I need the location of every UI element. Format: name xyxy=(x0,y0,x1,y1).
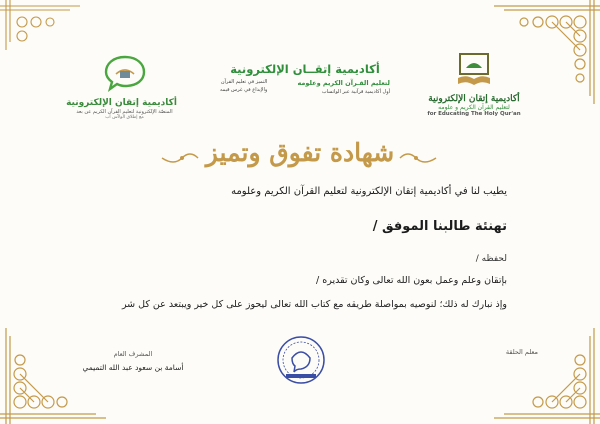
certificate-title xyxy=(0,138,600,167)
corner-ornament-bottom-right-icon xyxy=(480,324,600,424)
corner-ornament-bottom-left-icon xyxy=(0,324,120,424)
certificate-body xyxy=(67,186,507,310)
supervisor-name: أسامة بن سعود عبد الله التميمي xyxy=(82,363,184,372)
memorization-line: لحفظه / xyxy=(475,254,507,264)
right-logo-tagline: لتعليم القرآن الكريم و علومه xyxy=(438,104,510,111)
right-logo-english: for Educating The Holy Qur'an xyxy=(427,111,521,117)
closing-line: وإذ نبارك له ذلك؛ لنوصيه بمواصلة طريقه مع كتاب الله تعالى ليحوز على كل خير ويبتعد عن كل شر xyxy=(121,299,507,310)
header-subtitle: لتعليم القـرآن الكريم وعلومه xyxy=(297,79,390,87)
open-quran-book-logo-icon xyxy=(454,52,494,90)
header-motto-1: التميز في تعليم القرآن xyxy=(220,79,268,85)
student-line: تهنئة طالبنا الموفق / xyxy=(372,219,507,234)
header-column-right xyxy=(297,79,390,95)
header-whatsapp-line: أول أكاديمية قرآنية عبر الواتساب xyxy=(321,89,390,95)
left-logo-tagline: المنصّة الإلكترونية لتعليم القرآن الكريم عن بعد xyxy=(76,109,173,115)
supervisor-role: المشرف العام xyxy=(113,350,153,358)
left-logo-sub: مع إطلاق الولاّس أب xyxy=(105,115,144,120)
header-motto-2: والإبداع في غرس قيمه xyxy=(220,87,268,93)
left-logo-name: أكاديمية إتقان الإلكترونية xyxy=(66,98,177,108)
academy-name: أكاديمية إتقــان الإلكترونية xyxy=(230,62,380,76)
certificate-title-text: شهادة تفوق وتميز xyxy=(205,138,395,167)
body-intro: يطيب لنا في أكاديمية إتقان الإلكترونية لتعليم القرآن الكريم وعلومه xyxy=(231,186,507,197)
title-ornament-left-icon xyxy=(160,148,200,168)
certificate-header xyxy=(0,48,600,138)
itqan-logo-right xyxy=(414,52,534,117)
academy-stamp-icon xyxy=(266,334,336,386)
itqan-speech-bubble-logo-icon xyxy=(102,53,148,93)
itqan-logo-left xyxy=(66,53,177,120)
header-column-left xyxy=(220,79,267,95)
academy-header-text xyxy=(220,62,390,95)
right-logo-name: أكاديمية إتقان الإلكترونية xyxy=(428,94,520,104)
teacher-signature-label: معلم الحلقة xyxy=(505,348,538,356)
grade-line: بإتقان وعلم وعمل بعون الله تعالى وكان تقديره / xyxy=(316,275,507,286)
supervisor-block xyxy=(78,350,188,372)
